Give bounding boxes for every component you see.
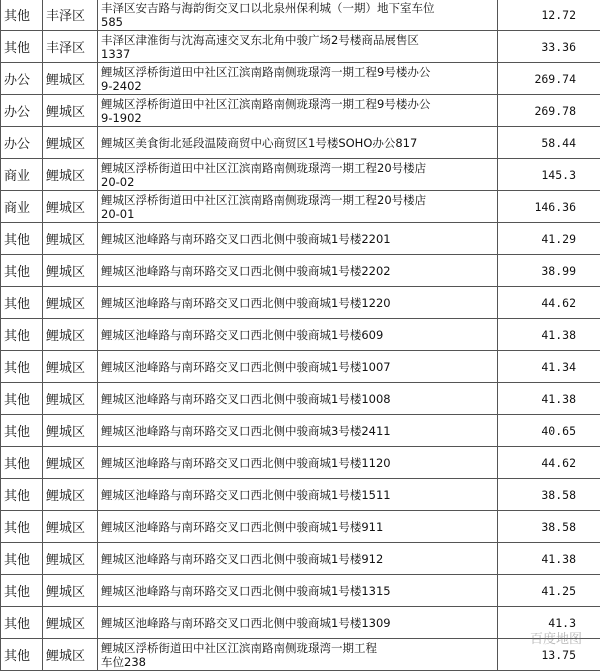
usage-type-cell: 其他 [1,607,43,639]
location-line: 鲤城区浮桥街道田中社区江滨南路南侧珑璟湾一期工程20号楼店 [101,193,497,207]
usage-type-cell: 其他 [1,31,43,63]
area-cell: 269.74 [498,63,600,95]
table-row [1,287,600,319]
usage-type-cell: 其他 [1,543,43,575]
district-cell: 鲤城区 [43,639,98,671]
table-row [1,255,600,287]
usage-type-cell: 其他 [1,223,43,255]
usage-type-cell: 办公 [1,63,43,95]
location-cell [98,287,498,319]
area-cell: 41.3 [498,607,600,639]
area-cell: 41.38 [498,383,600,415]
table-row [1,31,600,63]
location-line-2: 20-02 [101,175,497,189]
table-row [1,127,600,159]
location-line-2: 20-01 [101,207,497,221]
usage-type-cell: 其他 [1,383,43,415]
district-cell: 鲤城区 [43,127,98,159]
district-cell: 鲤城区 [43,319,98,351]
district-cell: 鲤城区 [43,159,98,191]
location-line: 鲤城区池峰路与南环路交叉口西北侧中骏商城3号楼2411 [101,424,497,438]
area-cell: 38.58 [498,479,600,511]
table-row [1,191,600,223]
usage-type-cell: 其他 [1,287,43,319]
usage-type-cell: 商业 [1,159,43,191]
location-cell [98,191,498,223]
area-cell: 41.25 [498,575,600,607]
location-cell [98,319,498,351]
location-line: 鲤城区浮桥街道田中社区江滨南路南侧珑璟湾一期工程 [101,641,497,655]
usage-type-cell: 其他 [1,575,43,607]
usage-type-cell: 办公 [1,127,43,159]
district-cell: 鲤城区 [43,63,98,95]
table-row [1,351,600,383]
district-cell: 鲤城区 [43,447,98,479]
district-cell: 丰泽区 [43,0,98,31]
district-cell: 鲤城区 [43,255,98,287]
location-line: 鲤城区池峰路与南环路交叉口西北侧中骏商城1号楼1315 [101,584,497,598]
location-line-2: 1337 [101,47,497,61]
table-row [1,0,600,31]
usage-type-cell: 商业 [1,191,43,223]
location-cell [98,0,498,31]
district-cell: 鲤城区 [43,511,98,543]
table-row [1,159,600,191]
location-line-2: 车位238 [101,655,497,669]
location-line: 丰泽区津淮街与沈海高速交叉东北角中骏广场2号楼商品展售区 [101,33,497,47]
location-line-2: 585 [101,15,497,29]
district-cell: 鲤城区 [43,415,98,447]
location-cell [98,159,498,191]
location-line: 鲤城区浮桥街道田中社区江滨南路南侧珑璟湾一期工程9号楼办公 [101,65,497,79]
district-cell: 鲤城区 [43,607,98,639]
location-cell [98,255,498,287]
location-line: 鲤城区浮桥街道田中社区江滨南路南侧珑璟湾一期工程9号楼办公 [101,97,497,111]
usage-type-cell: 其他 [1,447,43,479]
location-cell [98,223,498,255]
location-cell [98,543,498,575]
district-cell: 鲤城区 [43,191,98,223]
location-cell [98,351,498,383]
area-cell: 146.36 [498,191,600,223]
property-table-body [1,0,600,671]
area-cell: 33.36 [498,31,600,63]
usage-type-cell: 其他 [1,351,43,383]
usage-type-cell: 其他 [1,511,43,543]
location-line-2: 9-2402 [101,79,497,93]
usage-type-cell: 办公 [1,95,43,127]
table-row [1,479,600,511]
district-cell: 鲤城区 [43,479,98,511]
location-cell [98,31,498,63]
table-row [1,447,600,479]
table-row [1,383,600,415]
location-line: 鲤城区池峰路与南环路交叉口西北侧中骏商城1号楼609 [101,328,497,342]
usage-type-cell: 其他 [1,479,43,511]
table-row [1,511,600,543]
table-row [1,415,600,447]
location-line: 鲤城区池峰路与南环路交叉口西北侧中骏商城1号楼2201 [101,232,497,246]
district-cell: 鲤城区 [43,223,98,255]
table-row [1,319,600,351]
usage-type-cell: 其他 [1,639,43,671]
table-row [1,575,600,607]
location-cell [98,639,498,671]
usage-type-cell: 其他 [1,0,43,31]
area-cell: 41.38 [498,319,600,351]
location-line: 鲤城区池峰路与南环路交叉口西北侧中骏商城1号楼1309 [101,616,497,630]
district-cell: 丰泽区 [43,31,98,63]
table-row [1,607,600,639]
district-cell: 鲤城区 [43,575,98,607]
location-line: 鲤城区池峰路与南环路交叉口西北侧中骏商城1号楼1120 [101,456,497,470]
watermark: 百度地图 [530,628,582,647]
district-cell: 鲤城区 [43,351,98,383]
table-row [1,223,600,255]
location-cell [98,479,498,511]
district-cell: 鲤城区 [43,543,98,575]
area-cell: 13.75 [498,639,600,671]
location-cell [98,127,498,159]
location-cell [98,95,498,127]
area-cell: 41.29 [498,223,600,255]
table-row [1,63,600,95]
area-cell: 44.62 [498,447,600,479]
location-cell [98,63,498,95]
district-cell: 鲤城区 [43,95,98,127]
area-cell: 40.65 [498,415,600,447]
district-cell: 鲤城区 [43,287,98,319]
area-cell: 145.3 [498,159,600,191]
usage-type-cell: 其他 [1,415,43,447]
location-cell [98,607,498,639]
area-cell: 12.72 [498,0,600,31]
area-cell: 44.62 [498,287,600,319]
location-line: 丰泽区安吉路与海韵街交叉口以北泉州保利城（一期）地下室车位 [101,1,497,15]
location-line: 鲤城区池峰路与南环路交叉口西北侧中骏商城1号楼911 [101,520,497,534]
usage-type-cell: 其他 [1,319,43,351]
table-row [1,543,600,575]
location-cell [98,575,498,607]
location-cell [98,447,498,479]
table-row [1,95,600,127]
location-line: 鲤城区美食街北延段温陵商贸中心商贸区1号楼SOHO办公817 [101,136,497,150]
location-cell [98,415,498,447]
area-cell: 38.99 [498,255,600,287]
location-line: 鲤城区池峰路与南环路交叉口西北侧中骏商城1号楼1007 [101,360,497,374]
area-cell: 41.34 [498,351,600,383]
area-cell: 38.58 [498,511,600,543]
area-cell: 269.78 [498,95,600,127]
location-line: 鲤城区池峰路与南环路交叉口西北侧中骏商城1号楼912 [101,552,497,566]
area-cell: 41.38 [498,543,600,575]
location-line-2: 9-1902 [101,111,497,125]
location-cell [98,383,498,415]
location-line: 鲤城区池峰路与南环路交叉口西北侧中骏商城1号楼1511 [101,488,497,502]
usage-type-cell: 其他 [1,255,43,287]
location-line: 鲤城区池峰路与南环路交叉口西北侧中骏商城1号楼1220 [101,296,497,310]
table-row [1,639,600,671]
location-line: 鲤城区池峰路与南环路交叉口西北侧中骏商城1号楼2202 [101,264,497,278]
location-cell [98,511,498,543]
location-line: 鲤城区浮桥街道田中社区江滨南路南侧珑璟湾一期工程20号楼店 [101,161,497,175]
location-line: 鲤城区池峰路与南环路交叉口西北侧中骏商城1号楼1008 [101,392,497,406]
area-cell: 58.44 [498,127,600,159]
district-cell: 鲤城区 [43,383,98,415]
